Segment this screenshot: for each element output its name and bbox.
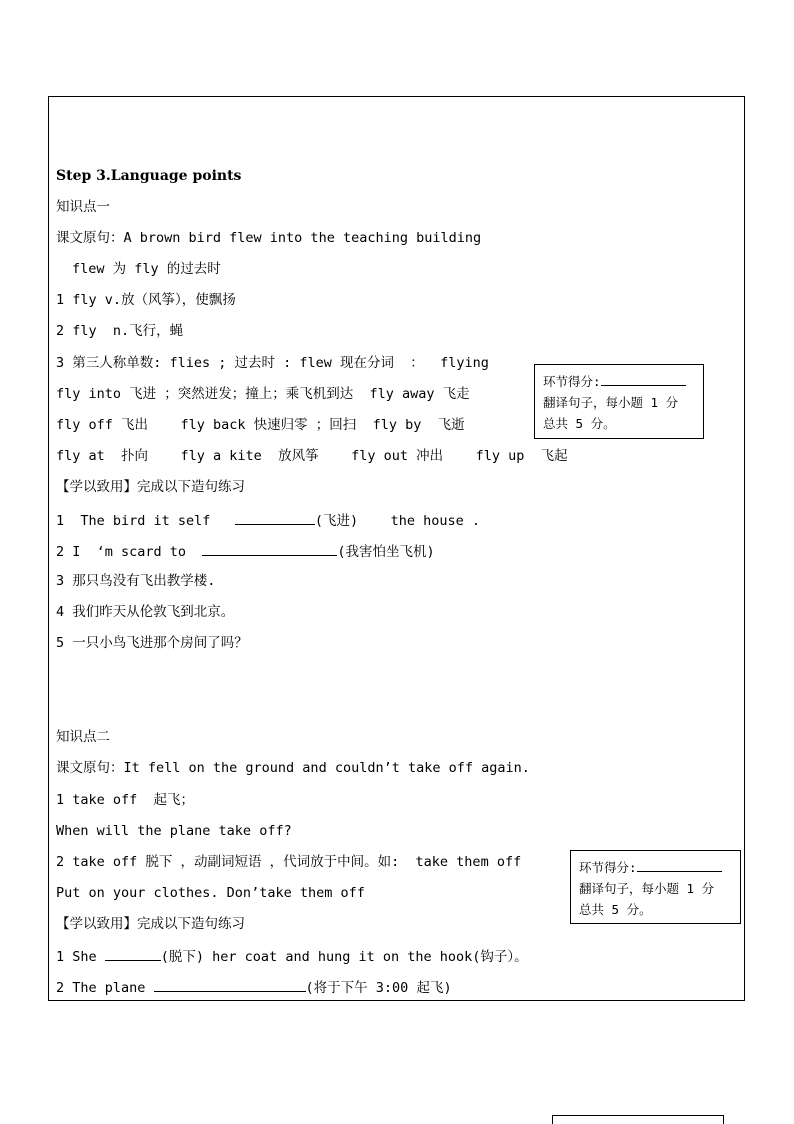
point1-line6: fly at 扑向 fly a kite 放风筝 fly out 冲出 fly up 飞起 — [56, 448, 568, 464]
score-label-row — [543, 371, 695, 392]
answer-blank[interactable] — [235, 510, 315, 525]
exercise-text: 1 The bird it self — [56, 513, 235, 529]
point1-line2: 2 fly n.飞行，蝇 — [56, 323, 184, 339]
answer-blank[interactable] — [202, 541, 337, 556]
score-total: 总共 5 分。 — [543, 416, 616, 431]
exercise-text: (飞进) the house . — [314, 513, 480, 529]
point1-exercise-2 — [56, 541, 435, 561]
exercise-text: (我害怕坐飞机) — [337, 544, 435, 560]
point1-line4: fly into 飞进 ；突然迸发；撞上；乘飞机到达 fly away 飞走 — [56, 386, 470, 402]
point1-practice-heading: 【学以致用】完成以下造句练习 — [56, 479, 245, 495]
point1-source: 课文原句：A brown bird flew into the teaching building — [56, 230, 482, 246]
point2-heading: 知识点二 — [56, 729, 110, 745]
exercise-text: 2 The plane — [56, 980, 154, 996]
point2-practice-heading: 【学以致用】完成以下造句练习 — [56, 916, 245, 932]
score-box-2 — [570, 850, 741, 924]
point1-line5: fly off 飞出 fly back 快速归零 ；回扫 fly by 飞逝 — [56, 417, 465, 433]
score-blank[interactable] — [601, 373, 686, 386]
score-label: 环节得分: — [543, 374, 601, 389]
exercise-text: 1 She — [56, 949, 105, 965]
point1-exercise-1 — [56, 510, 480, 530]
point2-source: 课文原句：It fell on the ground and couldn’t take off again. — [56, 760, 530, 776]
point1-note: flew 为 fly 的过去时 — [72, 261, 221, 277]
point2-exercise-2 — [56, 977, 452, 997]
answer-blank[interactable] — [105, 946, 161, 961]
section-title: Step 3.Language points — [56, 168, 242, 184]
point1-line1: 1 fly v.放（风筝），使飘扬 — [56, 292, 236, 308]
point2-line1: 1 take off 起飞； — [56, 792, 195, 808]
point1-exercise-5: 5 一只小鸟飞进那个房间了吗？ — [56, 635, 248, 651]
exercise-text: (脱下) her coat and hung it on the hook(钩子）。 — [160, 949, 528, 965]
exercise-text: (将于下午 3:00 起飞) — [305, 980, 452, 996]
point1-line3: 3 第三人称单数: flies ; 过去时 : flew 现在分词 ： flying — [56, 355, 489, 371]
point1-exercise-3: 3 那只鸟没有飞出教学楼. — [56, 573, 216, 589]
point2-line2: When will the plane take off? — [56, 823, 292, 839]
point2-line3: 2 take off 脱下 ，动副词短语 ，代词放于中间。如: take them off — [56, 854, 522, 870]
score-box-1 — [534, 364, 704, 439]
score-instruction: 翻译句子，每小题 1 分 — [543, 395, 679, 410]
score-instruction: 翻译句子，每小题 1 分 — [579, 881, 715, 896]
point2-line4: Put on your clothes. Don’take them off — [56, 885, 365, 901]
score-label: 环节得分: — [579, 860, 637, 875]
point1-heading: 知识点一 — [56, 199, 110, 215]
score-blank[interactable] — [637, 859, 722, 872]
exercise-text: 2 I ‘m scard to — [56, 544, 203, 560]
point2-exercise-1 — [56, 946, 528, 966]
answer-blank[interactable] — [154, 977, 306, 992]
score-total: 总共 5 分。 — [579, 902, 652, 917]
point1-exercise-4: 4 我们昨天从伦敦飞到北京。 — [56, 604, 235, 620]
score-label-row — [579, 857, 732, 878]
